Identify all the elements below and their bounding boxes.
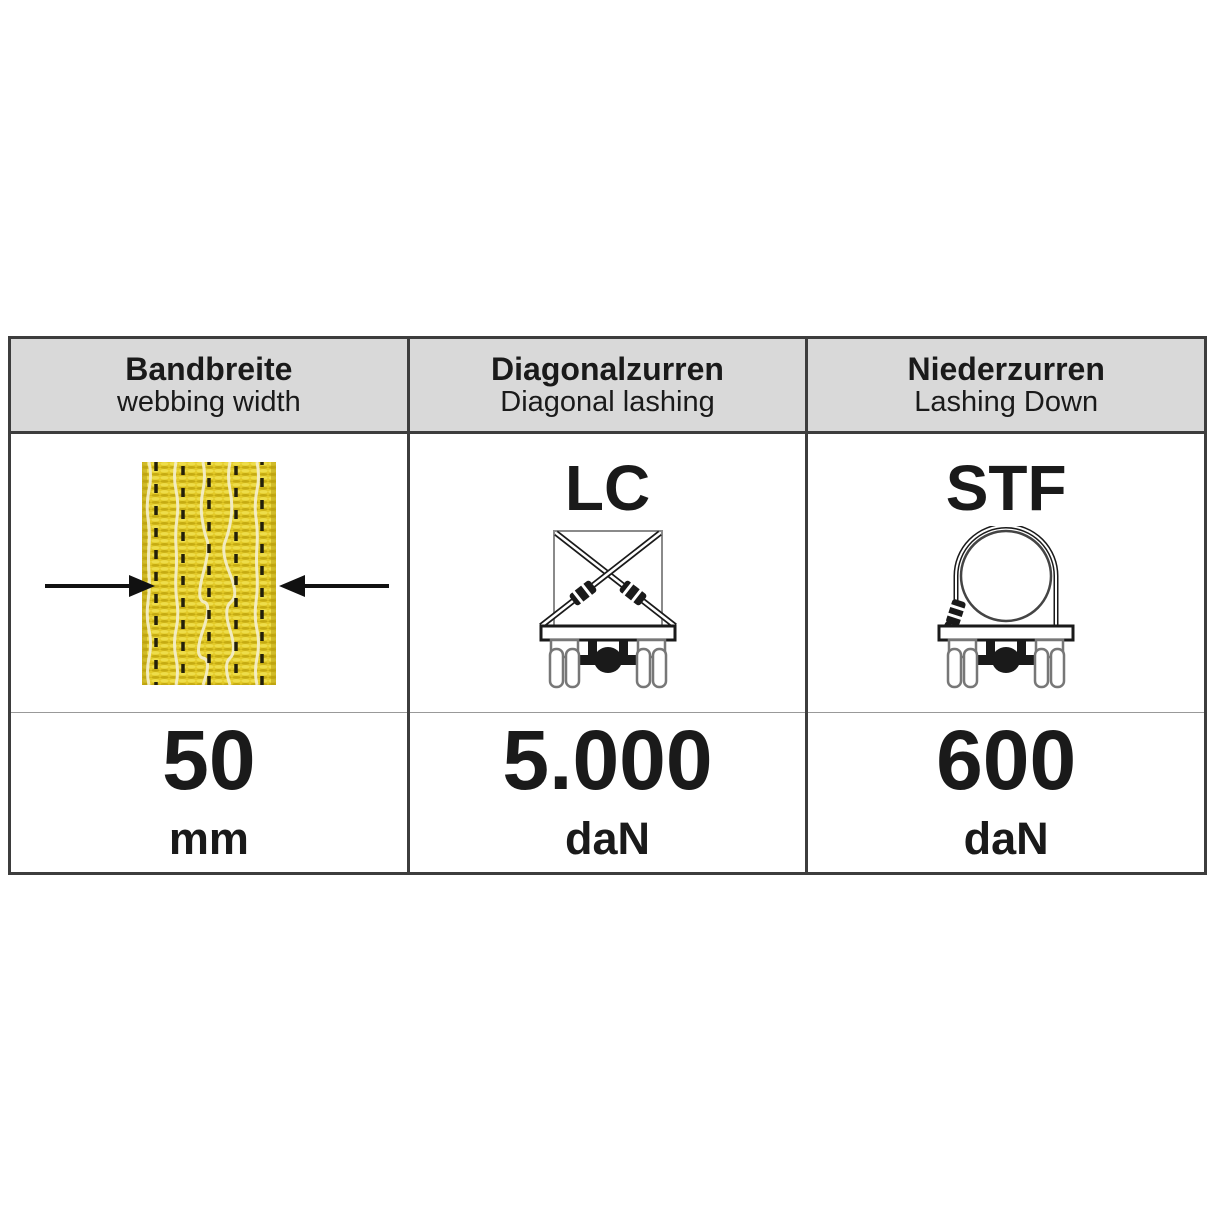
symbol-lc: LC xyxy=(564,452,651,524)
value-unit: daN xyxy=(565,813,651,864)
value-number: 600 xyxy=(936,713,1077,807)
value-number: 5.000 xyxy=(502,713,713,807)
width-arrow-right-icon xyxy=(279,573,391,599)
header-title-de: Diagonalzurren xyxy=(491,350,724,387)
header-diagonal-lashing xyxy=(410,339,806,434)
body-webbing-width xyxy=(11,434,407,713)
value-number: 50 xyxy=(162,713,256,807)
body-diagonal-lashing xyxy=(410,434,806,713)
column-webbing-width xyxy=(11,339,407,872)
column-diagonal-lashing xyxy=(407,339,806,872)
header-title-de: Bandbreite xyxy=(125,350,293,387)
width-arrow-left-icon xyxy=(43,573,155,599)
value-diagonal-lashing xyxy=(410,713,806,872)
body-lashing-down xyxy=(808,434,1204,713)
lashing-spec-table xyxy=(8,336,1207,875)
header-subtitle-en: webbing width xyxy=(116,386,301,419)
webbing-illustration xyxy=(11,434,407,712)
truck-rear-diagonal-lashing-icon xyxy=(537,526,679,690)
header-subtitle-en: Diagonal lashing xyxy=(500,386,715,419)
header-title-de: Niederzurren xyxy=(907,350,1105,387)
header-lashing-down xyxy=(808,339,1204,434)
webbing-photo xyxy=(142,462,276,685)
value-lashing-down xyxy=(808,713,1204,872)
truck-rear-tank-lashing-down-icon xyxy=(935,526,1077,690)
column-lashing-down xyxy=(805,339,1204,872)
symbol-stf: STF xyxy=(945,452,1067,524)
header-subtitle-en: Lashing Down xyxy=(914,386,1099,419)
value-webbing-width xyxy=(11,713,407,872)
value-unit: daN xyxy=(963,813,1049,864)
value-unit: mm xyxy=(168,813,249,864)
header-webbing-width xyxy=(11,339,407,434)
